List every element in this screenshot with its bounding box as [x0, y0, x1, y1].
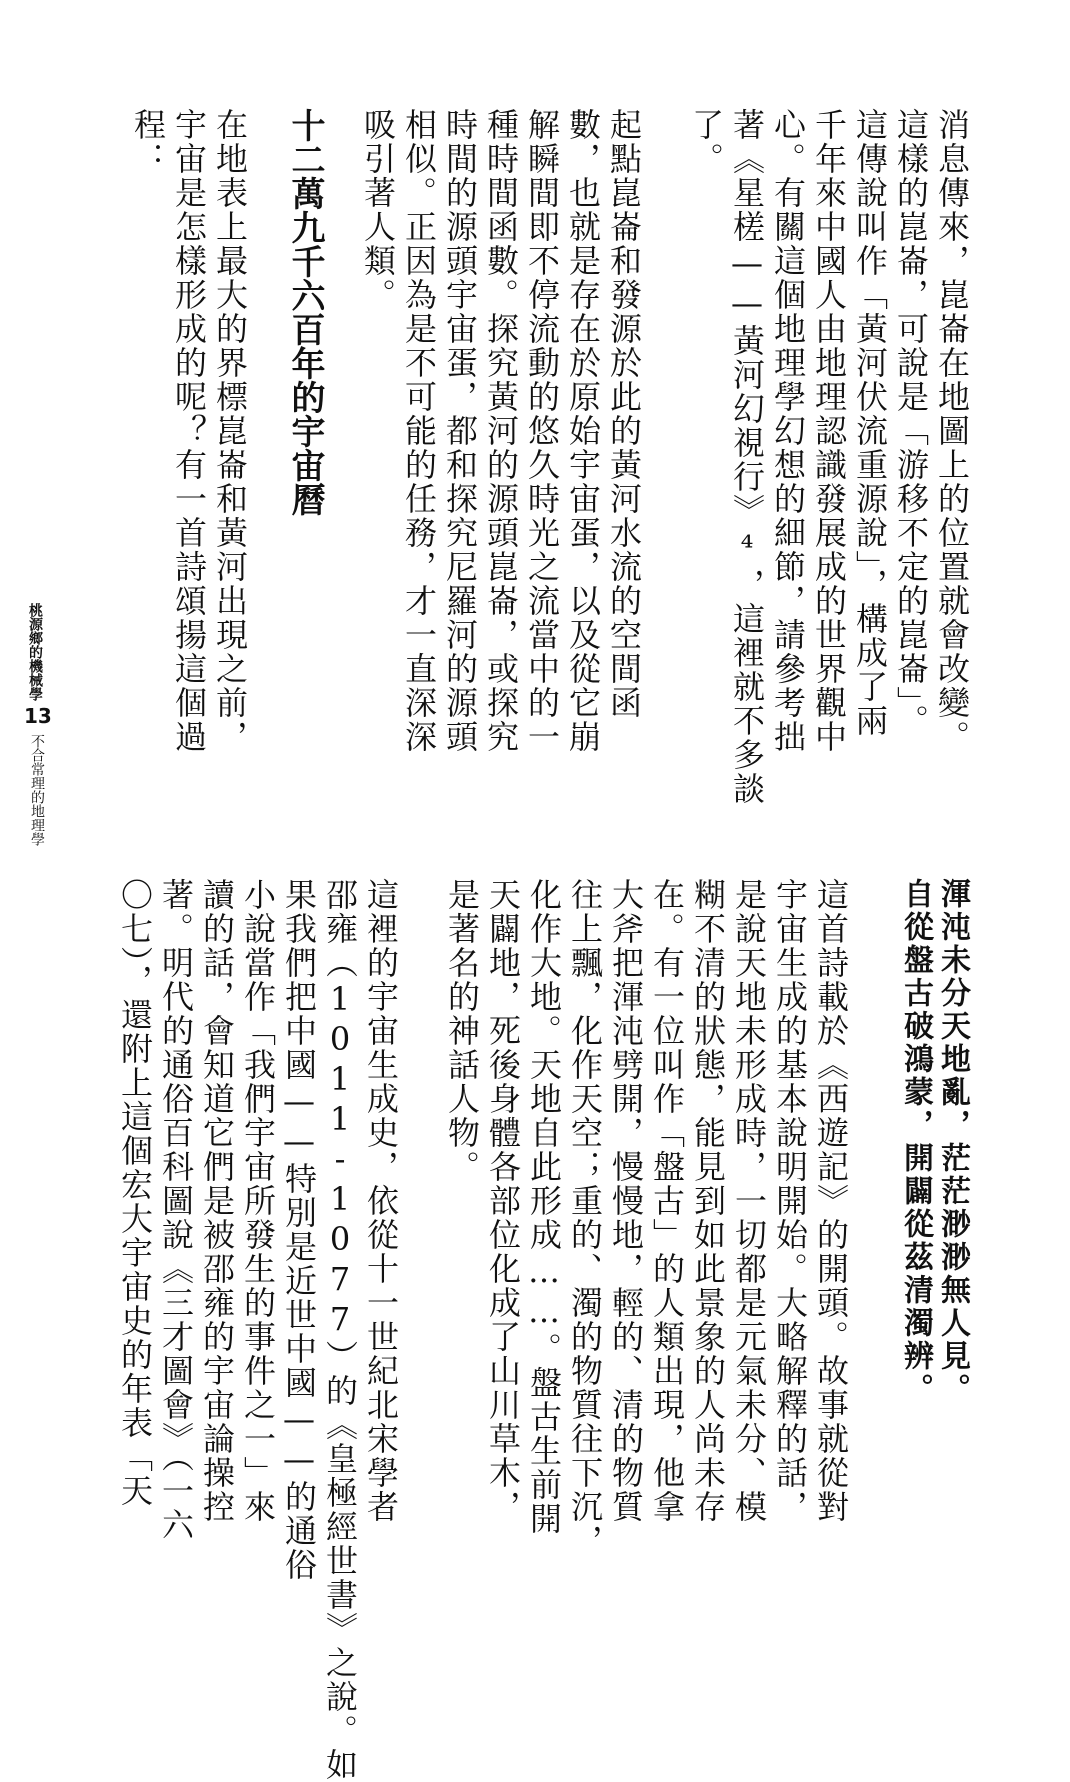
- text-column: 讀的話，會知道它們是被邵雍的宇宙論操控: [198, 878, 236, 1524]
- text-column: 這首詩載於《西遊記》的開頭。故事就從對: [812, 878, 850, 1524]
- text-column: 在。有一位叫作「盤古」的人類出現，他拿: [648, 878, 686, 1524]
- text-column: 邵雍（1011-1077）的《皇極經世書》之說。如: [321, 878, 359, 1782]
- chapter-title: 不合常理的地理學: [29, 734, 45, 846]
- text-column: 時間的源頭宇宙蛋，都和探究尼羅河的源頭: [441, 108, 479, 754]
- text-column: 了。: [687, 108, 725, 176]
- text-column: 程：: [129, 108, 167, 176]
- text-column: 著《星槎——黃河幻視行》⁴，這裡就不多談: [728, 108, 766, 806]
- text-column: 果我們把中國——特別是近世中國——的通俗: [280, 878, 318, 1582]
- text-column: 相似。正因為是不可能的任務，才一直深深: [400, 108, 438, 754]
- text-column: 小說當作「我們宇宙所發生的事件之一」來: [239, 878, 277, 1524]
- text-column: 消息傳來，崑崙在地圖上的位置就會改變。: [933, 108, 971, 754]
- text-column: 這裡的宇宙生成史，依從十一世紀北宋學者: [362, 878, 400, 1524]
- text-column: 著。明代的通俗百科圖說《三才圖會》（一六: [157, 878, 195, 1542]
- text-column: 這樣的崑崙，可說是「游移不定的崑崙」。: [892, 108, 930, 738]
- text-column: 吸引著人類。: [359, 108, 397, 312]
- poem-line: 渾沌未分天地亂，茫茫渺渺無人見。: [935, 878, 970, 1406]
- text-column: 解瞬間即不停流動的悠久時光之流當中的一: [523, 108, 561, 754]
- page-number: 13: [24, 704, 52, 728]
- text-column: 往上飄，化作天空；重的、濁的物質往下沉，: [566, 878, 604, 1558]
- text-column: 起點崑崙和發源於此的黃河水流的空間函: [605, 108, 643, 720]
- text-column: 是著名的神話人物。: [443, 878, 481, 1184]
- text-column: 糊不清的狀態，能見到如此景象的人尚未存: [689, 878, 727, 1524]
- text-column: 千年來中國人由地理認識發展成的世界觀中: [810, 108, 848, 754]
- text-column: 是說天地未形成時，一切都是元氣未分、模: [730, 878, 768, 1524]
- book-title: 桃源鄉的機械學: [27, 603, 43, 701]
- text-column: 在地表上最大的界標崑崙和黃河出現之前，: [211, 108, 249, 754]
- text-column: 化作大地。天地自此形成……。盤古生前開: [525, 878, 563, 1536]
- poem-line: 自從盤古破鴻蒙，開闢從茲清濁辨。: [898, 878, 933, 1406]
- section-heading: 十二萬九千六百年的宇宙曆: [285, 108, 325, 516]
- text-column: 這傳說叫作「黃河伏流重源說」，構成了兩: [851, 108, 889, 738]
- text-column: 宇宙是怎樣形成的呢？有一首詩頌揚這個過: [170, 108, 208, 754]
- text-column: 種時間函數。探究黃河的源頭崑崙，或探究: [482, 108, 520, 754]
- text-column: 大斧把渾沌劈開，慢慢地，輕的、清的物質: [607, 878, 645, 1524]
- text-column: 心。有關這個地理學幻想的細節，請參考拙: [769, 108, 807, 754]
- text-column: 〇七），還附上這個宏大宇宙史的年表「天: [116, 878, 154, 1508]
- text-column: 數，也就是存在於原始宇宙蛋，以及從它崩: [564, 108, 602, 754]
- text-column: 天闢地，死後身體各部位化成了山川草木，: [484, 878, 522, 1524]
- text-column: 宇宙生成的基本說明開始。大略解釋的話，: [771, 878, 809, 1524]
